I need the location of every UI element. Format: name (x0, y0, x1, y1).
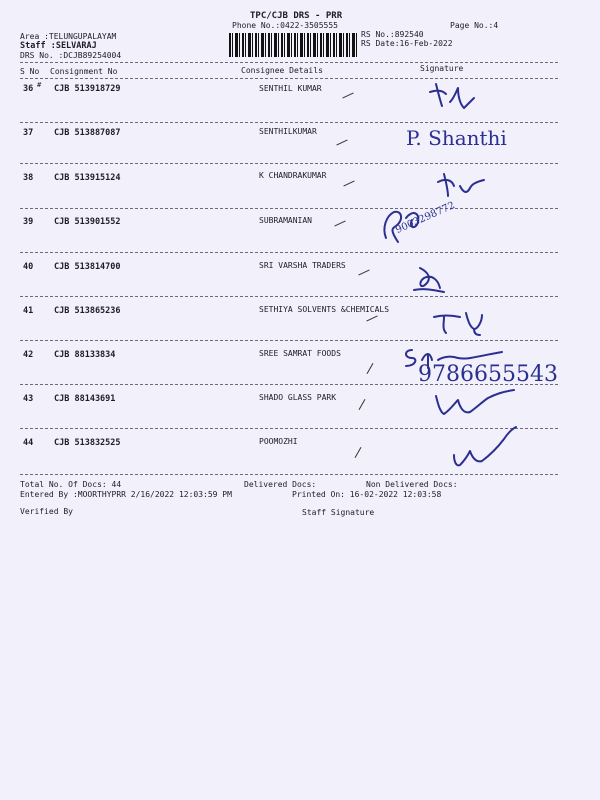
row-sno: 38 (23, 173, 34, 183)
divider (20, 78, 558, 79)
row-consignee: SENTHILKUMAR (259, 127, 317, 136)
handwritten-mark: # (37, 81, 42, 89)
row-sno: 43 (23, 394, 34, 404)
row-sno: 40 (23, 262, 34, 272)
row-consignment: CJB 513832525 (54, 438, 121, 448)
divider (20, 296, 558, 297)
check-mark (358, 270, 369, 276)
row-consignee: SETHIYA SOLVENTS &CHEMICALS (259, 305, 390, 314)
row-sno: 36 (23, 84, 34, 94)
check-mark (367, 363, 374, 374)
row-sno: 39 (23, 217, 34, 227)
row-consignee: SHADO GLASS PARK (259, 393, 337, 402)
non-delivered-docs: Non Delivered Docs: (366, 480, 458, 489)
row-consignment: CJB 513918729 (54, 84, 121, 94)
signature-scribble (436, 168, 488, 200)
divider (20, 62, 558, 63)
row-consignment: CJB 513901552 (54, 217, 121, 227)
delivered-docs: Delivered Docs: (244, 480, 317, 489)
check-mark (359, 399, 366, 410)
rs-date: RS Date:16-Feb-2022 (361, 39, 453, 48)
drs-number: DRS No. :DCJB89254004 (20, 51, 122, 60)
row-consignee: POOMOZHI (259, 437, 298, 446)
total-docs: Total No. Of Docs: 44 (20, 480, 122, 489)
page-number: Page No.:4 (450, 21, 499, 30)
divider (20, 340, 558, 341)
divider (20, 163, 558, 164)
column-header-consignment: Consignment No (50, 67, 118, 76)
row-consignment: CJB 88133834 (54, 350, 116, 360)
column-header-sno: S No (20, 67, 40, 76)
report-title: TPC/CJB DRS - PRR (250, 11, 343, 21)
column-header-signature: Signature (420, 64, 464, 73)
printed-on: Printed On: 16-02-2022 12:03:58 (292, 490, 442, 499)
signature-scribble (430, 388, 520, 418)
row-consignee: K CHANDRAKUMAR (259, 171, 327, 180)
barcode (229, 33, 357, 57)
check-mark (343, 181, 354, 187)
row-consignee: SENTHIL KUMAR (259, 84, 322, 93)
signature-scribble (410, 262, 450, 294)
row-sno: 37 (23, 128, 34, 138)
row-consignee: SUBRAMANIAN (259, 216, 312, 225)
rs-number: RS No.:892540 (361, 30, 424, 39)
signature-scribble (446, 425, 520, 469)
check-mark (342, 93, 353, 99)
signature-scribble (428, 80, 478, 112)
area-label: Area :TELUNGUPALAYAM (20, 32, 117, 41)
handwritten-phone: 9003298772 (394, 200, 457, 237)
phone-number: Phone No.:0422-3505555 (232, 21, 338, 30)
check-mark (336, 140, 347, 146)
signature-scribble (430, 305, 490, 337)
divider (20, 474, 558, 475)
row-consignment: CJB 513887087 (54, 128, 121, 138)
row-sno: 42 (23, 350, 34, 360)
verified-by: Verified By (20, 507, 73, 516)
divider (20, 252, 558, 253)
row-consignment: CJB 513915124 (54, 173, 121, 183)
row-consignment: CJB 513814700 (54, 262, 121, 272)
column-header-consignee: Consignee Details (241, 66, 323, 75)
divider (20, 208, 558, 209)
check-mark (355, 447, 362, 458)
handwritten-phone: 9786655543 (418, 362, 558, 387)
entered-by: Entered By :MOORTHYPRR 2/16/2022 12:03:59 PM (20, 490, 232, 499)
divider (20, 122, 558, 123)
row-consignment: CJB 88143691 (54, 394, 116, 404)
staff-label: Staff :SELVARAJ (20, 41, 97, 51)
row-consignee: SREE SAMRAT FOODS (259, 349, 341, 358)
staff-signature: Staff Signature (302, 508, 375, 517)
check-mark (366, 316, 377, 322)
handwritten-name: P. Shanthi (406, 126, 507, 150)
row-sno: 41 (23, 306, 34, 316)
row-consignee: SRI VARSHA TRADERS (259, 261, 346, 270)
row-sno: 44 (23, 438, 34, 448)
check-mark (334, 221, 345, 227)
row-consignment: CJB 513865236 (54, 306, 121, 316)
